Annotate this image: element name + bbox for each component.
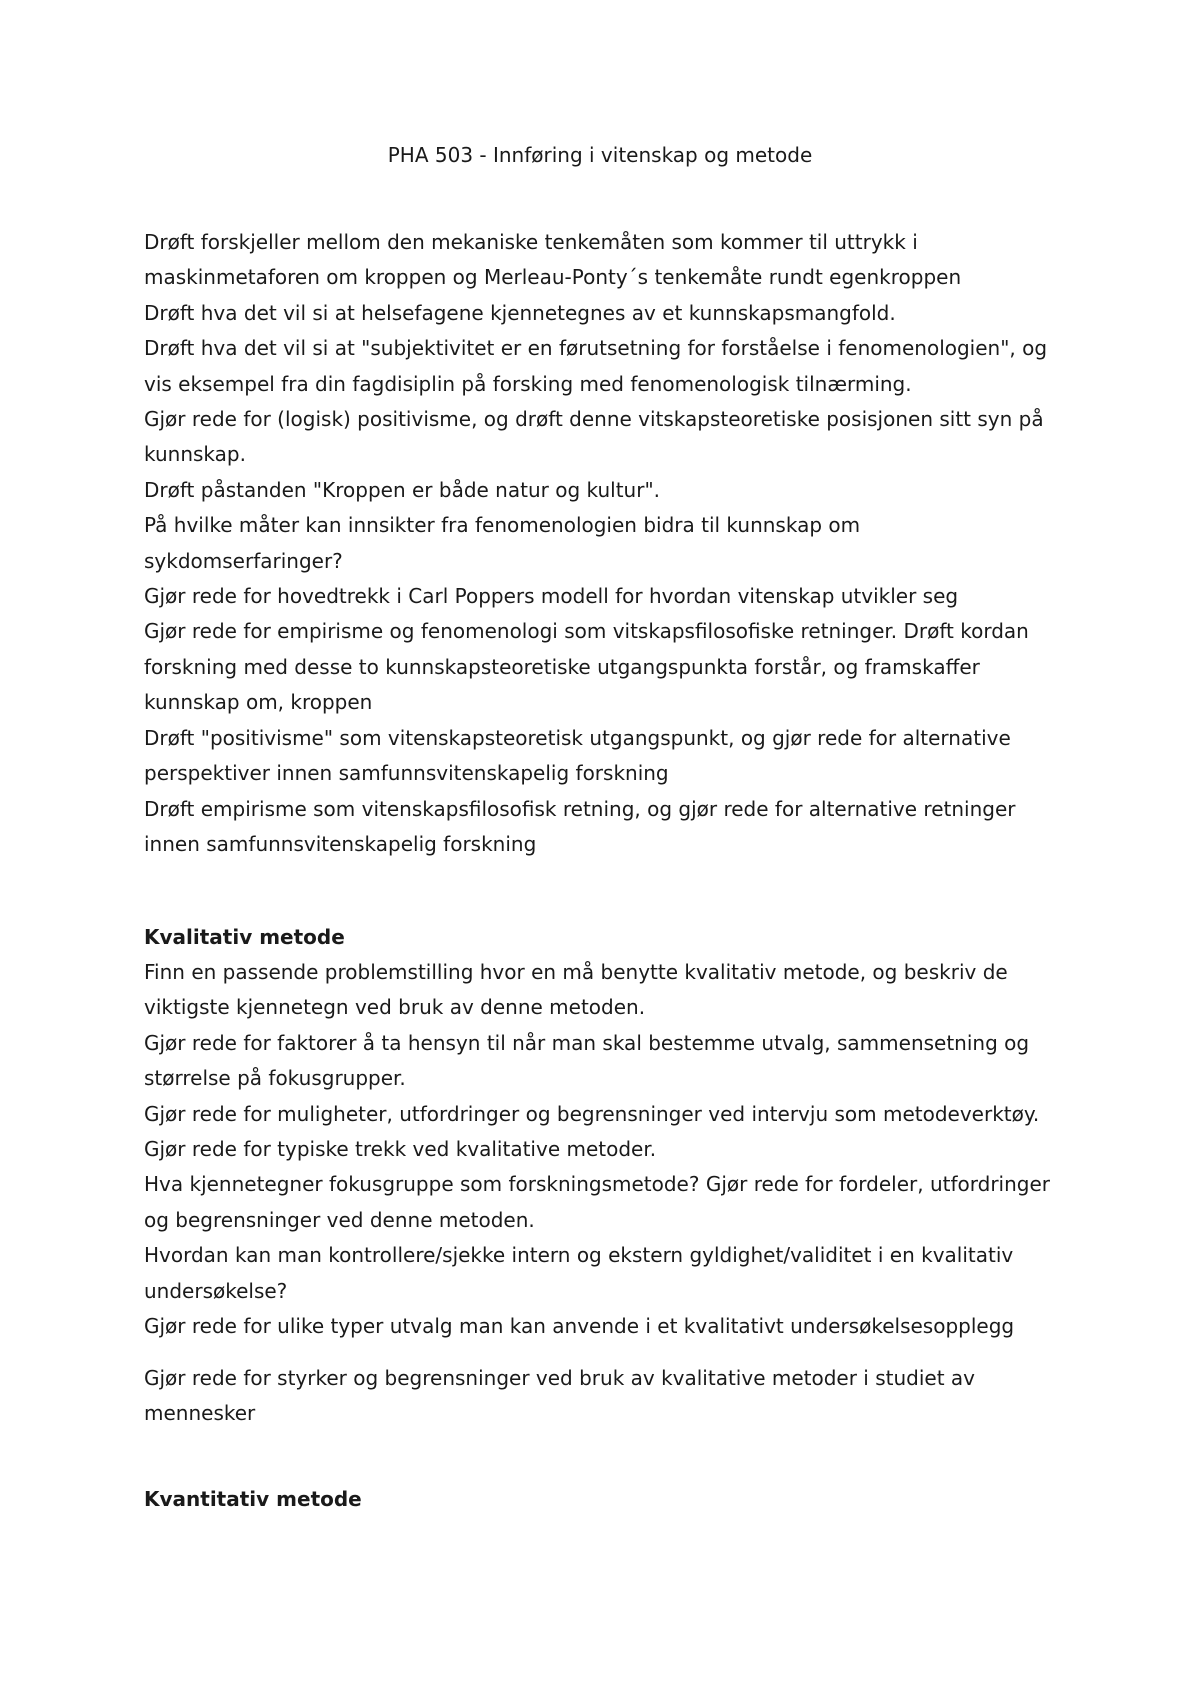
question-item: Gjør rede for hovedtrekk i Carl Poppers modell for hvordan vitenskap utvikler seg	[144, 584, 959, 609]
document-title: PHA 503 - Innføring i vitenskap og metode	[387, 143, 813, 167]
kvalitativ-question-list	[144, 955, 1064, 1344]
kvalitativ-question-final	[144, 1361, 1064, 1432]
question-item: Drøft hva det vil si at helsefagene kjennetegnes av et kunnskapsmangfold.	[144, 300, 896, 325]
question-item: Drøft forskjeller mellom den mekaniske tenkemåten som kommer til uttrykk i maskinmetaforen om kroppen og Merleau-Ponty´s tenkemåte rundt egenkroppen	[144, 230, 962, 290]
question-item: Finn en passende problemstilling hvor en må benytte kvalitativ metode, og beskriv de viktigste kjennetegn ved bruk av denne metoden.	[144, 960, 1008, 1020]
question-item: Hva kjennetegner fokusgruppe som forskningsmetode? Gjør rede for fordeler, utfordringer og begrensninger ved denne metoden.	[144, 1172, 1050, 1232]
question-item: Gjør rede for typiske trekk ved kvalitative metoder.	[144, 1137, 657, 1162]
question-item: Gjør rede for (logisk) positivisme, og drøft denne vitskapsteoretiske posisjonen sitt syn på kunnskap.	[144, 407, 1044, 467]
question-item: Gjør rede for styrker og begrensninger ved bruk av kvalitative metoder i studiet av mennesker	[144, 1366, 976, 1426]
section-heading-kvantitativ: Kvantitativ metode	[144, 1487, 362, 1511]
section-heading-kvalitativ: Kvalitativ metode	[144, 925, 345, 949]
question-item: På hvilke måter kan innsikter fra fenomenologien bidra til kunnskap om sykdomserfaringer?	[144, 513, 861, 573]
question-item: Gjør rede for ulike typer utvalg man kan anvende i et kvalitativt undersøkelsesopplegg	[144, 1314, 1015, 1339]
question-item: Drøft empirisme som vitenskapsfilosofisk retning, og gjør rede for alternative retninger innen samfunnsvitenskapelig forskning	[144, 796, 1016, 856]
question-item: Gjør rede for muligheter, utfordringer og begrensninger ved intervju som metodeverktøy.	[144, 1101, 1040, 1126]
question-item: Drøft "positivisme" som vitenskapsteoretisk utgangspunkt, og gjør rede for alternative perspektiver innen samfunnsvitenskapelig forskning	[144, 725, 1011, 786]
question-item: Gjør rede for faktorer å ta hensyn til når man skal bestemme utvalg, sammensetning og størrelse på fokusgrupper.	[144, 1030, 1030, 1091]
question-item: Drøft påstanden "Kroppen er både natur og kultur".	[144, 477, 660, 502]
question-item: Drøft hva det vil si at "subjektivitet er en førutsetning for forståelse i fenomenologien", og vis eksempel fra din fagdisiplin på forsking med fenomenologisk tilnærming.	[144, 336, 1048, 396]
intro-question-list	[144, 225, 1064, 862]
question-item: Gjør rede for empirisme og fenomenologi som vitskapsfilosofiske retninger. Drøft kordan forskning med desse to kunnskapsteoretiske utgangspunkta forstår, og framskaffer kunnskap om, kroppen	[144, 619, 1029, 715]
question-item: Hvordan kan man kontrollere/sjekke intern og ekstern gyldighet/validitet i en kvalitativ undersøkelse?	[144, 1243, 1014, 1303]
